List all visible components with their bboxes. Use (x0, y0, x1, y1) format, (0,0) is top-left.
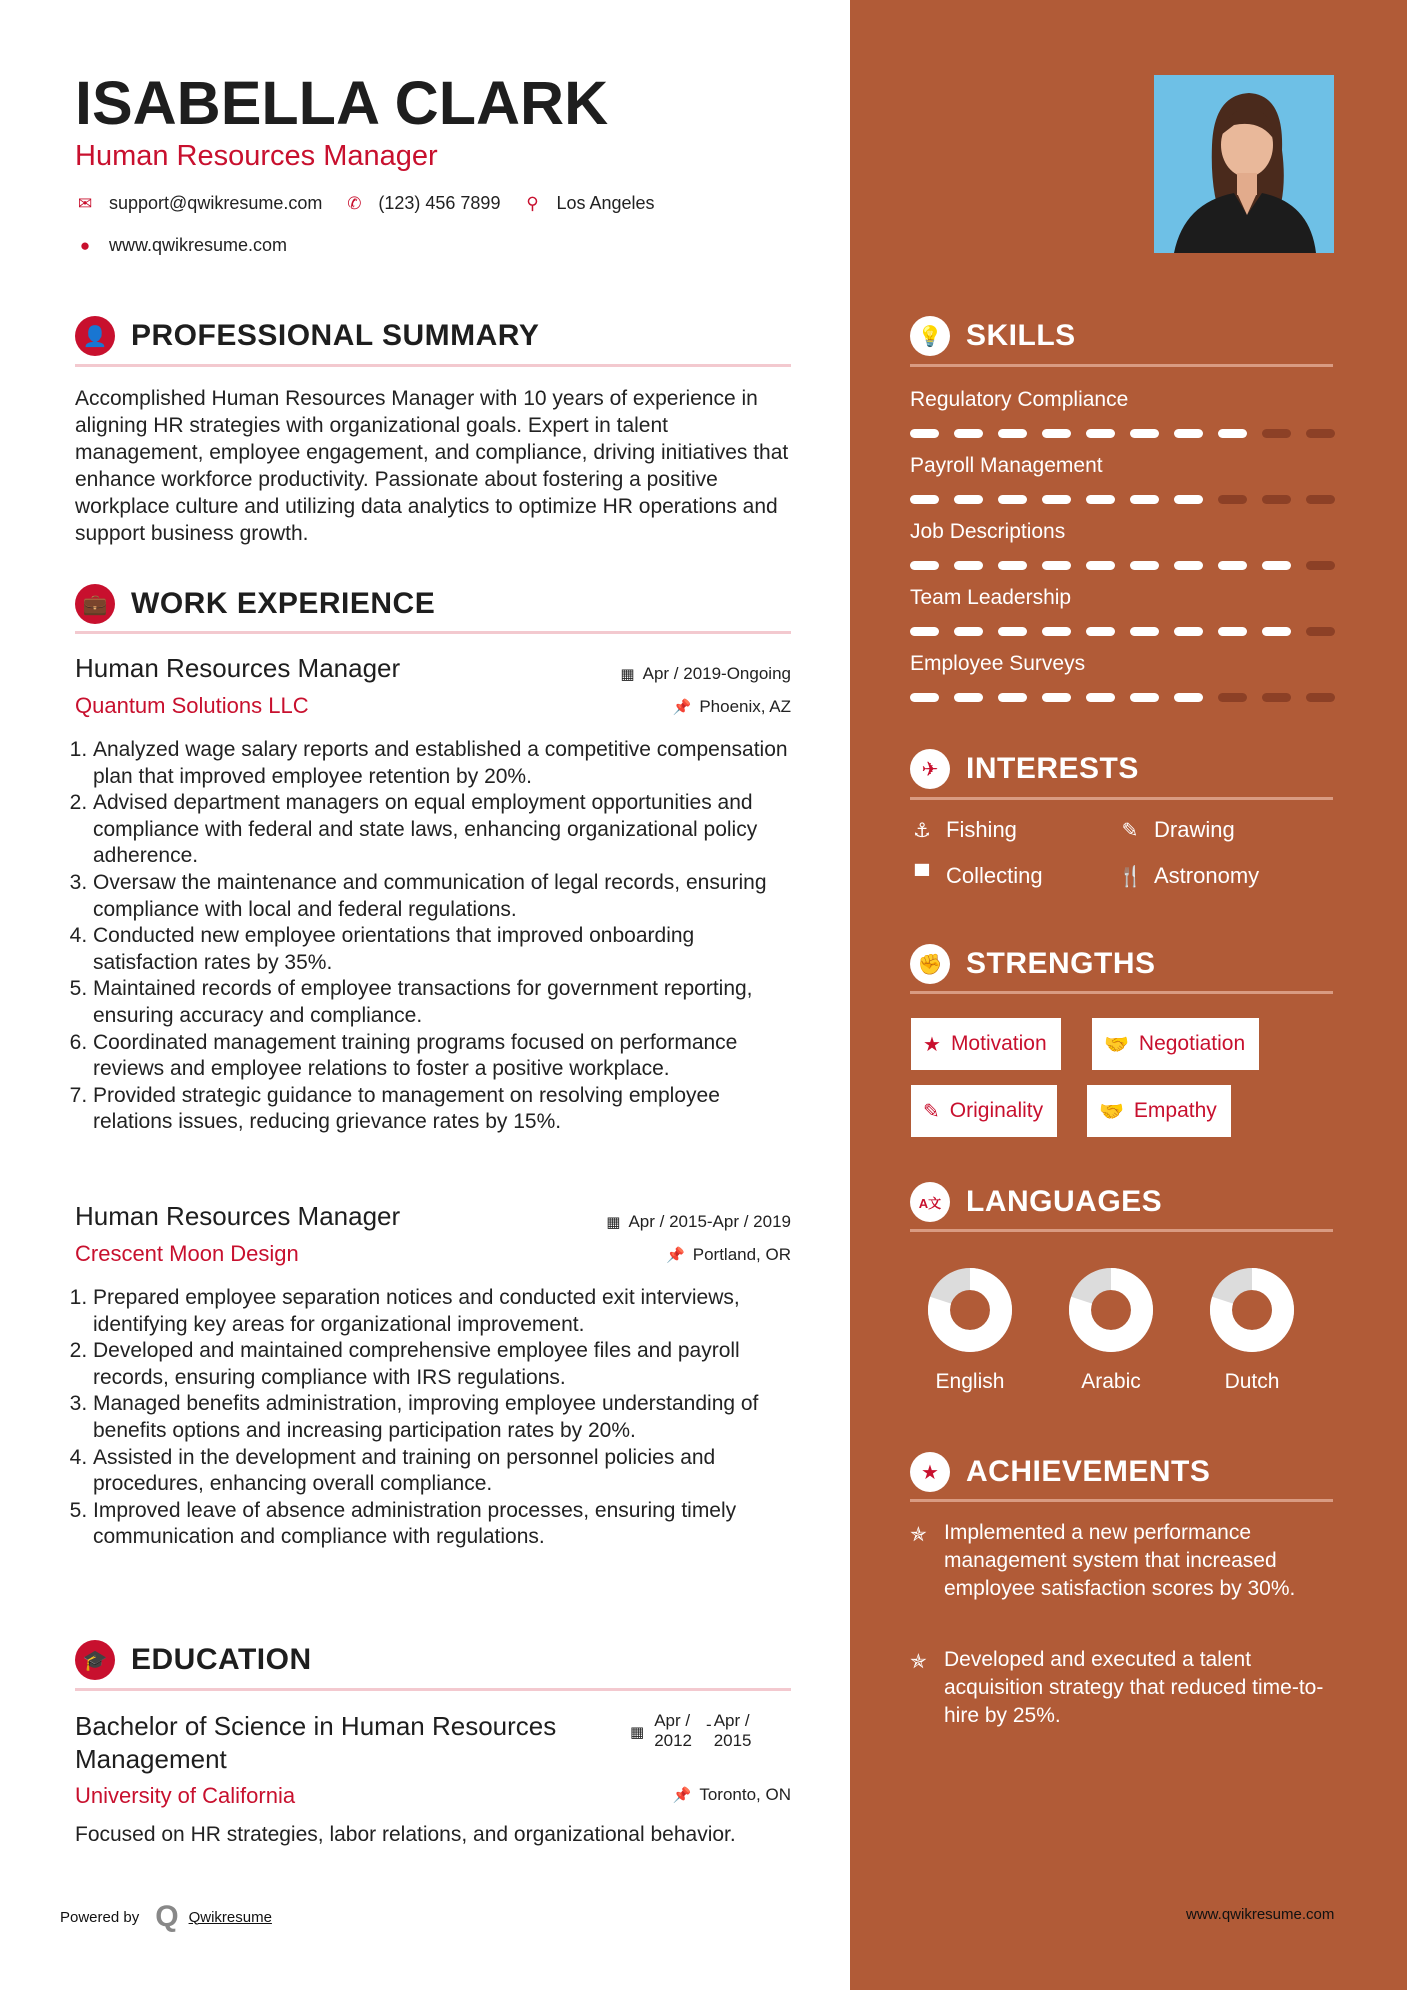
education-heading: EDUCATION (131, 1643, 312, 1676)
education-end-year: 2015 (713, 1731, 752, 1750)
languages-heading: LANGUAGES (966, 1185, 1163, 1218)
duty-item: 6. Coordinated management training programs focused on performance reviews and employee relations to foster a positive workplace. (93, 1030, 795, 1083)
job-title: Human Resources Manager (75, 1201, 401, 1231)
skill-segment (1086, 561, 1115, 570)
job-duties-list (75, 1285, 795, 1551)
company-name: Quantum Solutions LLC (75, 693, 309, 718)
skill-segment (1130, 495, 1159, 504)
skill-segment (910, 693, 939, 702)
skill-level-bar (910, 627, 1350, 636)
section-divider (910, 797, 1333, 800)
skill-segment (1262, 693, 1291, 702)
skill-segment (1306, 627, 1335, 636)
skill-segment (1306, 693, 1335, 702)
strength-chip (911, 1018, 1061, 1070)
skill-segment (954, 495, 983, 504)
skill-segment (1218, 693, 1247, 702)
job-dates-text: Apr / 2019-Ongoing (642, 664, 791, 683)
skill-segment (1306, 495, 1335, 504)
interests-section-header (910, 749, 1139, 789)
job-dates-text: Apr / 2015-Apr / 2019 (628, 1212, 791, 1231)
interest-label: Drawing (1154, 817, 1235, 842)
achievement-item (910, 1519, 1340, 1603)
skill-name: Regulatory Compliance (910, 388, 1129, 411)
section-divider (75, 364, 791, 367)
pin-icon: 📌 (672, 699, 692, 716)
phone-icon: ✆ (347, 193, 362, 213)
language-label: Dutch (1224, 1370, 1280, 1393)
skill-segment (998, 495, 1027, 504)
skill-segment (1174, 495, 1203, 504)
strength-label: Motivation (950, 1032, 1047, 1055)
company-name: Crescent Moon Design (75, 1241, 299, 1266)
skill-segment (1130, 429, 1159, 438)
skill-segment (1174, 627, 1203, 636)
language-label: Arabic (1081, 1370, 1141, 1393)
skill-name: Payroll Management (910, 454, 1103, 477)
job-location (480, 697, 791, 717)
summary-text: Accomplished Human Resources Manager with 10 years of experience in aligning HR strategies with organizational goals. Expert in talent management, employee engagement, and compliance, driving initiatives that enhance workforce productivity. Passionate about fostering a positive workplace culture and utilizing data analytics to optimize HR operations and support business growth. (75, 387, 789, 545)
achievement-item (910, 1646, 1340, 1730)
education-location (480, 1785, 791, 1805)
duty-item: 3. Oversaw the maintenance and communication of legal records, ensuring compliance with local and federal regulations. (93, 870, 795, 923)
pin-icon: 📌 (672, 1787, 692, 1804)
skill-segment (1086, 429, 1115, 438)
degree-line-2: Management (75, 1744, 227, 1774)
language-donuts (910, 1260, 1333, 1360)
education-end (714, 1711, 752, 1751)
trophy-star-icon: ★ (910, 1452, 950, 1492)
duty-item: 5. Maintained records of employee transactions for government reporting, ensuring accuracy and compliance. (93, 976, 795, 1029)
email-text[interactable]: support@qwikresume.com (109, 193, 323, 213)
interest-label: Astronomy (1154, 863, 1260, 888)
star-icon: ★ (923, 1033, 941, 1056)
skill-segment (1306, 561, 1335, 570)
achievements-section-header (910, 1452, 1210, 1492)
duty-item: 1. Analyzed wage salary reports and established a competitive compensation plan that improved employee retention by 20%. (93, 737, 795, 790)
strength-chip (911, 1085, 1057, 1137)
archive-icon: ▀ (914, 864, 930, 887)
skill-segment (1218, 561, 1247, 570)
skill-segment (954, 627, 983, 636)
skill-level-bar (910, 429, 1350, 438)
section-divider (75, 1688, 791, 1691)
skill-segment (1262, 561, 1291, 570)
lightbulb-icon: 💡 (910, 316, 950, 356)
skill-level-bar (910, 561, 1350, 570)
duty-item: 4. Assisted in the development and training on personnel policies and procedures, enhancing overall compliance. (93, 1445, 795, 1498)
education-start-year: 2012 (654, 1731, 693, 1750)
education-start-month: Apr / (654, 1711, 691, 1730)
skill-segment (998, 627, 1027, 636)
school-name: University of California (75, 1783, 296, 1808)
skill-level-bar (910, 693, 1350, 702)
experience-section-header (75, 584, 435, 624)
strengths-section-header (910, 944, 1156, 984)
skill-segment (998, 429, 1027, 438)
duty-item: 4. Conducted new employee orientations that improved onboarding satisfaction rates by 35%. (93, 923, 795, 976)
education-section-header (75, 1640, 312, 1680)
contact-row (75, 193, 677, 214)
skill-name: Team Leadership (910, 586, 1072, 609)
briefcase-icon: 💼 (75, 584, 115, 624)
education-description: Focused on HR strategies, labor relations, and organizational behavior. (75, 1823, 736, 1846)
phone-item (344, 193, 500, 214)
skill-segment (910, 495, 939, 504)
duty-item: 2. Advised department managers on equal employment opportunities and compliance with federal and state laws, enhancing organizational policy adherence. (93, 790, 795, 870)
job-title: Human Resources Manager (75, 653, 401, 683)
skill-segment (1042, 693, 1071, 702)
job-location (480, 1245, 791, 1265)
education-date-separator: - (706, 1715, 712, 1734)
skill-segment (1218, 627, 1247, 636)
interests-heading: INTERESTS (966, 752, 1139, 785)
cutlery-icon: 🍴 (1118, 865, 1143, 888)
skill-segment (1042, 429, 1071, 438)
job-location-text: Phoenix, AZ (699, 697, 791, 716)
duty-item: 7. Provided strategic guidance to management on resolving employee relations issues, reducing grievance rates by 15%. (93, 1083, 795, 1136)
duty-item: 1. Prepared employee separation notices and conducted exit interviews, identifying key areas for organizational improvement. (93, 1285, 795, 1338)
skill-segment (1042, 561, 1071, 570)
skill-segment (1262, 495, 1291, 504)
degree-line-1: Bachelor of Science in Human Resources (75, 1711, 557, 1741)
skill-segment (1130, 627, 1159, 636)
experience-heading: WORK EXPERIENCE (131, 587, 436, 620)
anchor-icon: ⚓ (913, 819, 931, 842)
interest-item (910, 817, 1017, 843)
skill-segment (954, 693, 983, 702)
skill-segment (910, 627, 939, 636)
fist-icon: ✊ (910, 944, 950, 984)
skill-segment (1042, 495, 1071, 504)
envelope-icon: ✉ (77, 193, 93, 213)
skills-heading: SKILLS (966, 319, 1076, 352)
location-item (522, 193, 654, 214)
skill-segment (910, 429, 939, 438)
skill-segment (1262, 429, 1291, 438)
languages-section-header (910, 1182, 1162, 1222)
calendar-icon: ▦ (606, 1214, 621, 1231)
interest-item (1118, 863, 1259, 889)
duty-item: 2. Developed and maintained comprehensive employee files and payroll records, ensuring compliance with IRS regulations. (93, 1338, 795, 1391)
skill-segment (1086, 627, 1115, 636)
job-dates (480, 1212, 791, 1232)
section-divider (910, 1229, 1333, 1232)
education-location-text: Toronto, ON (699, 1785, 791, 1804)
footer-site[interactable]: www.qwikresume.com (1186, 1906, 1335, 1923)
skills-section-header (910, 316, 1076, 356)
skill-segment (1174, 429, 1203, 438)
skill-segment (954, 561, 983, 570)
contact-row-2 (75, 235, 309, 256)
skill-segment (998, 693, 1027, 702)
job-location-text: Portland, OR (692, 1245, 791, 1264)
handshake-icon: 🤝 (1099, 1100, 1124, 1123)
skill-segment (1262, 627, 1291, 636)
strength-label: Empathy (1133, 1099, 1217, 1122)
strength-label: Originality (949, 1099, 1044, 1122)
website-item (75, 235, 287, 256)
website-text[interactable]: www.qwikresume.com (109, 235, 288, 255)
achievement-text: Developed and executed a talent acquisition strategy that reduced time-to-hire by 25%. (944, 1648, 1324, 1727)
footer-powered-by (60, 1900, 272, 1934)
achievement-text: Implemented a new performance management system that increased employee satisfaction scores by 30%. (944, 1521, 1296, 1600)
pencil-icon: ✎ (1121, 819, 1139, 842)
degree-title (75, 1710, 556, 1776)
skill-segment (1174, 693, 1203, 702)
section-divider (910, 1499, 1333, 1502)
strength-chip (1092, 1018, 1259, 1070)
handshake-icon: 🤝 (1104, 1033, 1129, 1056)
education-dates (630, 1711, 752, 1751)
skill-segment (1130, 561, 1159, 570)
language-icon: A文 (910, 1182, 950, 1222)
profile-photo (1154, 75, 1334, 253)
powered-by-text: Powered by (60, 1908, 140, 1926)
skill-segment (1218, 495, 1247, 504)
achievements-heading: ACHIEVEMENTS (966, 1455, 1211, 1488)
education-start (654, 1711, 692, 1751)
skill-level-bar (910, 495, 1350, 504)
interest-item (1118, 817, 1235, 843)
globe-icon: ● (79, 235, 91, 255)
calendar-icon: ▦ (620, 666, 635, 683)
skill-segment (1086, 693, 1115, 702)
calendar-icon: ▦ (630, 1724, 645, 1741)
email-item (75, 193, 322, 214)
interest-item (910, 863, 1043, 889)
job-duties-list (75, 737, 795, 1136)
qwikresume-logo-icon: Q (155, 1900, 179, 1933)
skill-segment (998, 561, 1027, 570)
strength-chip (1087, 1085, 1231, 1137)
duty-item: 3. Managed benefits administration, improving employee understanding of benefits options and increasing participation rates by 20%. (93, 1391, 795, 1444)
summary-section-header (75, 316, 539, 356)
section-divider (910, 991, 1333, 994)
paper-plane-icon: ✈ (910, 749, 950, 789)
job-dates (480, 664, 791, 684)
duty-item: 5. Improved leave of absence administration processes, ensuring timely communication and compliance with regulations. (93, 1498, 795, 1551)
skill-name: Employee Surveys (910, 652, 1086, 675)
skill-segment (954, 429, 983, 438)
skill-name: Job Descriptions (910, 520, 1066, 543)
phone-text: (123) 456 7899 (378, 193, 501, 213)
section-divider (75, 631, 791, 634)
language-label: English (935, 1370, 1005, 1393)
education-end-month: Apr / (713, 1711, 750, 1730)
interest-label: Collecting (946, 863, 1043, 888)
strengths-heading: STRENGTHS (966, 947, 1156, 980)
section-divider (910, 364, 1333, 367)
person-portrait-icon (1154, 75, 1334, 253)
summary-heading: PROFESSIONAL SUMMARY (131, 319, 540, 352)
shooting-star-icon: ✯ (910, 1651, 927, 1673)
interest-label: Fishing (946, 817, 1017, 842)
candidate-title: Human Resources Manager (75, 140, 438, 172)
skill-segment (910, 561, 939, 570)
skill-segment (1174, 561, 1203, 570)
location-text: Los Angeles (556, 193, 655, 213)
qwikresume-link[interactable]: Qwikresume (188, 1908, 272, 1926)
skill-segment (1042, 627, 1071, 636)
strength-label: Negotiation (1138, 1032, 1246, 1055)
skill-segment (1086, 495, 1115, 504)
pin-icon: 📌 (666, 1247, 685, 1264)
skill-segment (1218, 429, 1247, 438)
skill-segment (1130, 693, 1159, 702)
skill-segment (1306, 429, 1335, 438)
shooting-star-icon: ✯ (910, 1524, 927, 1546)
user-icon: 👤 (75, 316, 115, 356)
map-marker-icon: ⚲ (526, 193, 539, 213)
graduation-icon: 🎓 (75, 1640, 115, 1680)
candidate-name: ISABELLA CLARK (75, 69, 609, 137)
pencil-icon: ✎ (923, 1100, 940, 1123)
